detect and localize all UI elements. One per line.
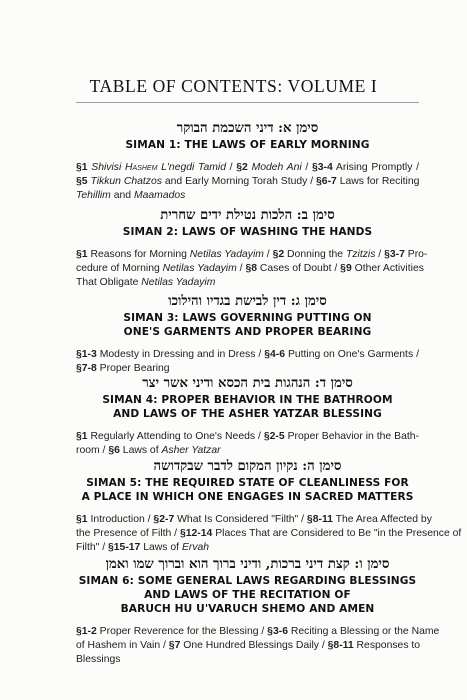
english-heading[interactable] bbox=[76, 393, 419, 421]
hebrew-heading: סימן ד: הנהגות בית הכסא ודיני אשר יצר bbox=[142, 376, 353, 391]
english-heading-line: SIMAN 6: SOME GENERAL LAWS REGARDING BLESSINGS bbox=[78, 575, 417, 587]
hebrew-heading: סימן א: דיני השכמת הבוקר bbox=[176, 121, 319, 136]
english-heading[interactable] bbox=[76, 138, 419, 152]
contents-line: room / §6 Laws of Asher Yatzar bbox=[76, 445, 221, 456]
english-heading-line: A PLACE IN WHICH ONE ENGAGES IN SACRED MATTERS bbox=[81, 491, 414, 503]
contents-line: §5 Tikkun Chatzos and Early Morning Torah Study / §6-7 Laws for Reciting bbox=[76, 176, 420, 187]
contents-line: §1-3 Modesty in Dressing and in Dress / §4-6 Putting on One's Garments / bbox=[76, 349, 419, 360]
contents-line: §1 Regularly Attending to One's Needs / §2-5 Proper Behavior in the Bath- bbox=[76, 431, 420, 442]
contents-line: §7-8 Proper Bearing bbox=[76, 363, 170, 374]
english-heading-line: ONE'S GARMENTS AND PROPER BEARING bbox=[123, 326, 372, 338]
english-heading-line: SIMAN 4: PROPER BEHAVIOR IN THE BATHROOM bbox=[102, 394, 393, 406]
english-heading-line: BARUCH HU U'VARUCH SHEMO AND AMEN bbox=[120, 603, 375, 615]
section-contents bbox=[76, 161, 419, 203]
section-contents bbox=[76, 513, 462, 555]
english-heading-line: SIMAN 2: LAWS OF WASHING THE HANDS bbox=[122, 226, 373, 238]
contents-line: the Presence of Filth / §12-14 Places That are Considered to Be "in the Presence of bbox=[76, 528, 462, 539]
contents-line: That Obligate Netilas Yadayim bbox=[76, 277, 216, 288]
toc-section-siman-4 bbox=[76, 376, 419, 458]
english-heading-line: SIMAN 1: THE LAWS OF EARLY MORNING bbox=[125, 139, 370, 151]
title-rule bbox=[76, 102, 419, 103]
toc-section-siman-1 bbox=[76, 121, 419, 203]
page-title: TABLE OF CONTENTS: VOLUME I bbox=[89, 76, 378, 96]
contents-line: Blessings bbox=[76, 654, 121, 665]
toc-section-siman-3 bbox=[76, 294, 419, 376]
hebrew-heading: סימן ג: דין לבישת בגדיו והילוכו bbox=[168, 294, 327, 309]
section-contents bbox=[76, 430, 419, 458]
section-contents bbox=[76, 625, 440, 667]
english-heading-line: AND LAWS OF THE RECITATION OF bbox=[144, 589, 351, 601]
contents-line: §1 Introduction / §2-7 What Is Considered "Filth" / §8-11 The Area Affected by bbox=[76, 514, 432, 525]
english-heading[interactable] bbox=[76, 225, 419, 239]
hebrew-heading: סימן ה: נקיון המקום לדבר שבקדושה bbox=[153, 459, 342, 474]
contents-line: Filth" / §15-17 Laws of Ervah bbox=[76, 542, 210, 553]
english-heading-line: SIMAN 5: THE REQUIRED STATE OF CLEANLINESS FOR bbox=[86, 477, 409, 489]
english-heading-line: AND LAWS OF THE ASHER YATZAR BLESSING bbox=[113, 408, 382, 420]
contents-line: §1 Shivisi Hashem L'negdi Tamid / §2 Modeh Ani / §3-4 Arising Promptly / bbox=[76, 162, 419, 173]
contents-line: §1-2 Proper Reverence for the Blessing / §3-6 Reciting a Blessing or the Name bbox=[76, 626, 440, 637]
hebrew-heading: סימן ו: קצת דיני ברכות, ודיני ברוך הוא וברוך שמו ואמן bbox=[105, 557, 390, 572]
contents-line: Tehillim and Maamados bbox=[76, 190, 186, 201]
english-heading[interactable] bbox=[76, 311, 419, 339]
english-heading[interactable] bbox=[76, 574, 419, 616]
section-contents bbox=[76, 348, 419, 376]
english-heading[interactable] bbox=[76, 476, 419, 504]
section-contents bbox=[76, 248, 428, 290]
contents-line: §1 Reasons for Morning Netilas Yadayim / §2 Donning the Tzitzis / §3-7 Pro- bbox=[76, 249, 428, 260]
toc-section-siman-2 bbox=[76, 208, 428, 290]
contents-line: cedure of Morning Netilas Yadayim / §8 Cases of Doubt / §9 Other Activities bbox=[76, 263, 424, 274]
toc-section-siman-6 bbox=[76, 557, 440, 667]
contents-line: of Hashem in Vain / §7 One Hundred Blessings Daily / §8-11 Responses to bbox=[76, 640, 421, 651]
hebrew-heading: סימן ב: הלכות נטילת ידים שחרית bbox=[160, 208, 335, 223]
toc-section-siman-5 bbox=[76, 459, 462, 555]
english-heading-line: SIMAN 3: LAWS GOVERNING PUTTING ON bbox=[123, 312, 372, 324]
